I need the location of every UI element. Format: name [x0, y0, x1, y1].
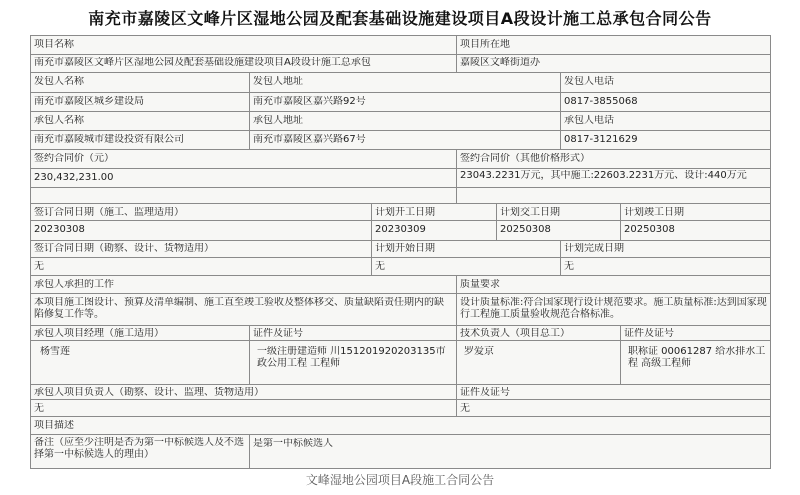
contract-price-label: 签约合同价（元）: [34, 153, 114, 164]
plan-begin-value: 无: [375, 261, 385, 272]
remark-value: 是第一中标候选人: [253, 438, 333, 449]
remark-label: 备注（应至少注明是否为第一中标候选人及不选择第一中标候选人的理由）: [34, 437, 244, 460]
contractor-name-value: 南充市嘉陵城市建设投资有限公司: [34, 134, 184, 145]
image-caption: 文峰湿地公园项目A段施工合同公告: [305, 473, 495, 487]
tech-cert-label: 证件及证号: [624, 328, 674, 339]
quality-label: 质量要求: [460, 279, 500, 290]
plan-finish-label: 计划完成日期: [564, 243, 624, 254]
sign-date-construction-value: 20230308: [34, 224, 85, 235]
pm-cert-label: 证件及证号: [253, 328, 303, 339]
contract-price-other-label: 签约合同价（其他价格形式）: [460, 153, 590, 164]
project-description-label: 项目描述: [34, 420, 74, 431]
planned-handover-label: 计划交工日期: [500, 207, 560, 218]
contract-price-value: 230,432,231.00: [34, 172, 114, 183]
quality-value: 设计质量标准:符合国家现行设计规范要求。施工质量标准:达到国家现行工程施工质量验收规范合格标准。: [460, 297, 767, 320]
project-location-value: 嘉陵区文峰街道办: [460, 57, 540, 68]
page-title: 南充市嘉陵区文峰片区湿地公园及配套基础设施建设项目A段设计施工总承包合同公告: [88, 9, 712, 28]
pm-cert-value: 一级注册建造师 川151201920203135市政公用工程 工程师: [257, 346, 446, 369]
sign-date-construction-label: 签订合同日期（施工、监理适用）: [34, 207, 184, 218]
project-name-label: 项目名称: [34, 39, 74, 50]
contractor-address-value: 南充市嘉陵区嘉兴路67号: [253, 134, 366, 145]
planned-handover-value: 20250308: [500, 224, 551, 235]
lead-cert-label: 证件及证号: [460, 387, 510, 398]
issuer-name-value: 南充市嘉陵区城乡建设局: [34, 96, 144, 107]
planned-start-value: 20230309: [375, 224, 426, 235]
tech-cert-value: 职称证 00061287 给水排水工程 高级工程师: [628, 346, 766, 369]
tech-lead-label: 技术负责人（项目总工）: [460, 328, 570, 339]
lead-cert-value: 无: [460, 403, 470, 414]
sign-date-survey-label: 签订合同日期（勘察、设计、货物适用）: [34, 243, 214, 254]
contract-table: [30, 35, 771, 469]
issuer-address-label: 发包人地址: [253, 76, 303, 87]
contractor-phone-value: 0817-3121629: [564, 134, 638, 145]
issuer-phone-label: 发包人电话: [564, 76, 614, 87]
plan-finish-value: 无: [564, 261, 574, 272]
planned-start-label: 计划开工日期: [375, 207, 435, 218]
sign-date-survey-value: 无: [34, 261, 44, 272]
issuer-phone-value: 0817-3855068: [564, 96, 638, 107]
project-lead-label: 承包人项目负责人（勘察、设计、监理、货物适用）: [34, 387, 264, 398]
planned-completion-value: 20250308: [624, 224, 675, 235]
contractor-name-label: 承包人名称: [34, 115, 84, 126]
project-manager-label: 承包人项目经理（施工适用）: [34, 328, 164, 339]
project-name-value: 南充市嘉陵区文峰片区湿地公园及配套基础设施建设项目A段设计施工总承包: [34, 57, 371, 68]
project-location-label: 项目所在地: [460, 39, 510, 50]
contractor-phone-label: 承包人电话: [564, 115, 614, 126]
project-lead-value: 无: [34, 403, 44, 414]
contractor-address-label: 承包人地址: [253, 115, 303, 126]
plan-begin-label: 计划开始日期: [375, 243, 435, 254]
project-manager-value: 杨雪莲: [40, 346, 70, 357]
work-scope-value: 本项目施工图设计、预算及清单编制、施工直至竣工验收及整体移交、质量缺陷责任期内的缺陷修复工作等。: [34, 297, 444, 320]
planned-completion-label: 计划竣工日期: [624, 207, 684, 218]
issuer-address-value: 南充市嘉陵区嘉兴路92号: [253, 96, 366, 107]
work-scope-label: 承包人承担的工作: [34, 279, 114, 290]
contract-price-other-value: 23043.2231万元，其中施工:22603.2231万元、设计:440万元: [460, 170, 747, 181]
tech-lead-value: 罗爱京: [464, 346, 494, 357]
issuer-name-label: 发包人名称: [34, 76, 84, 87]
